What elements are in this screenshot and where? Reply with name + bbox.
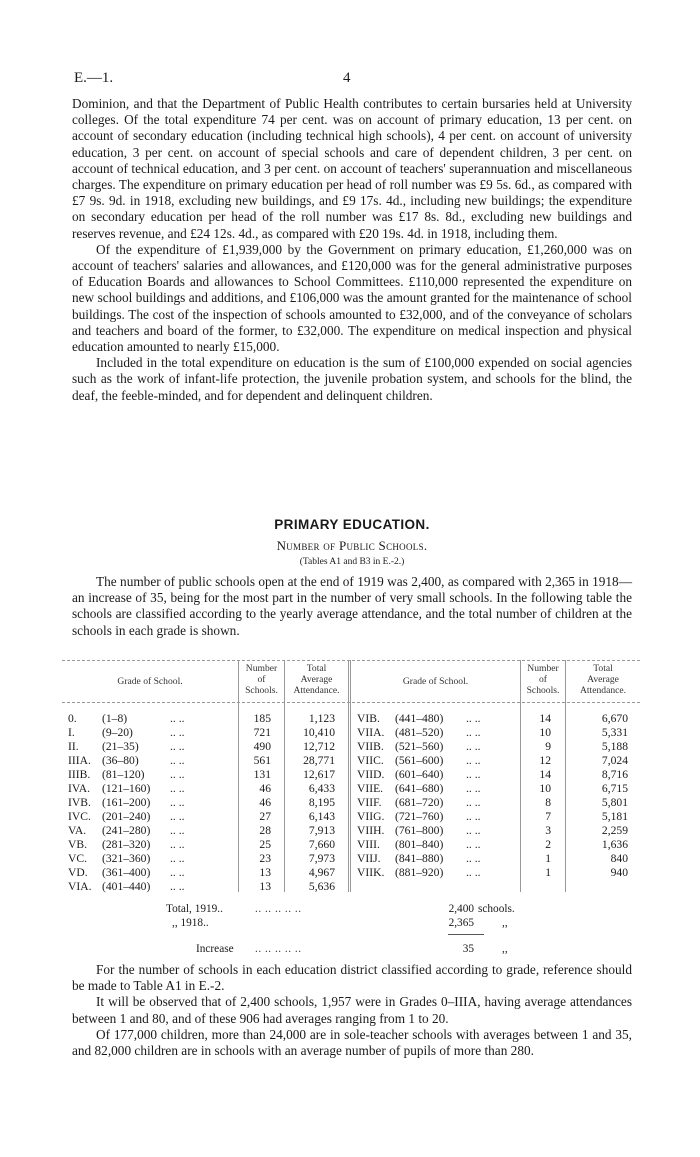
schools-cell: 1: [545, 852, 551, 865]
grade-cell: VIB.: [357, 712, 380, 725]
grade-cell: VIIC.: [357, 754, 384, 767]
page-number: 4: [343, 70, 351, 86]
table-row: [62, 754, 640, 768]
attendance-cell: 940: [610, 866, 628, 879]
schools-cell: 490: [253, 740, 271, 753]
grade-cell: VIIA.: [357, 726, 385, 739]
schools-cell: 9: [545, 740, 551, 753]
grade-cell: VIIF.: [357, 796, 382, 809]
table-top-rule: [62, 660, 640, 661]
grade-cell: VA.: [68, 824, 87, 837]
leader-dots: .. ..: [466, 754, 481, 767]
range-cell: (641–680): [395, 782, 444, 795]
schools-cell: 25: [259, 838, 271, 851]
schools-cell: 1: [545, 866, 551, 879]
attendance-cell: 5,636: [308, 880, 335, 893]
leader-dots: .. ..: [170, 852, 185, 865]
range-cell: (36–80): [102, 754, 139, 767]
table-row: [62, 810, 640, 824]
total-unit: ,,: [502, 917, 508, 929]
header-total-line: Average: [300, 674, 333, 685]
header-number-line: Number: [527, 663, 559, 674]
schools-cell: 28: [259, 824, 271, 837]
leader-dots: .. ..: [466, 768, 481, 781]
schools-cell: 7: [545, 810, 551, 823]
leader-dots: .. ..: [170, 866, 185, 879]
leader-dots: .. ..: [466, 838, 481, 851]
attendance-cell: 6,715: [601, 782, 628, 795]
schools-cell: 3: [545, 824, 551, 837]
header-number-line: Schools.: [526, 685, 560, 696]
leader-dots: .. ..: [466, 740, 481, 753]
grade-cell: VIIG.: [357, 810, 385, 823]
attendance-cell: 4,967: [308, 866, 335, 879]
schools-cell: 131: [253, 768, 271, 781]
leader-dots: .. ..: [466, 824, 481, 837]
table-row: [62, 782, 640, 796]
grade-cell: VD.: [68, 866, 88, 879]
range-cell: (441–480): [395, 712, 444, 725]
range-cell: (9–20): [102, 726, 133, 739]
paragraph-schools-count: [72, 574, 632, 639]
leader-dots: .. ..: [170, 712, 185, 725]
table-row: [62, 866, 640, 880]
grade-cell: VIIH.: [357, 824, 385, 837]
grade-cell: VIIE.: [357, 782, 384, 795]
total-value: 35: [462, 943, 474, 955]
paragraph-table-reference: For the number of schools in each education district classified according to grade, reference should be made to Table A1 in E.-2.: [72, 962, 632, 994]
leader-dots: .. ..: [466, 712, 481, 725]
schools-by-grade-table: [62, 660, 640, 892]
schools-cell: 721: [253, 726, 271, 739]
range-cell: (21–35): [102, 740, 139, 753]
paragraph-schools-count-text: The number of public schools open at the end of 1919 was 2,400, as compared with 2,365 in 1918—an increase of 35, being for the most part in the number of very small schools. In the following table the schools are classified according to the yearly average attendance, and the total number of children at the schools in each grade is shown.: [72, 574, 632, 638]
header-number-line: Schools.: [245, 685, 278, 696]
closing-section: [72, 962, 632, 1059]
section-subheading: Number of Public Schools.: [276, 538, 428, 553]
paragraph-social-agencies: Included in the total expenditure on education is the sum of £100,000 expended on social agencies such as the work of infant-life protection, the juvenile probation system, and schools for the blind, the deaf, the feeble-minded, and for dependent and delinquent children.: [72, 355, 632, 403]
schools-cell: 185: [253, 712, 271, 725]
attendance-cell: 5,181: [601, 810, 628, 823]
report-reference: E.—1.: [74, 70, 114, 86]
leader-dots: .. ..: [170, 740, 185, 753]
attendance-cell: 840: [610, 852, 628, 865]
leader-dots: .. ..: [170, 768, 185, 781]
range-cell: (521–560): [395, 740, 444, 753]
schools-cell: 14: [539, 712, 551, 725]
tables-note: (Tables A1 and B3 in E.-2.): [299, 557, 405, 567]
attendance-cell: 5,331: [601, 726, 628, 739]
grade-cell: VC.: [68, 852, 88, 865]
range-cell: (881–920): [395, 866, 444, 879]
leader-dots: .. ..: [170, 838, 185, 851]
schools-cell: 12: [539, 754, 551, 767]
leader-dots: .. ..: [466, 782, 481, 795]
header-number-line: of: [539, 674, 547, 685]
paragraph-expenditure-shares: Dominion, and that the Department of Public Health contributes to certain bursaries held at University colleges. Of the total expenditure 74 per cent. was on account of primary education, 13 per cent. on account of secondary education (including technical high schools), 4 per cent. on account of university education, 3 per cent. on account of special schools and care of dependent children, 3 per cent. on account of technical education, and 3 per cent. on account of teachers' superannuation and miscellaneous charges. The expenditure on primary education per head of roll number was £9 5s. 6d., as compared with £7 9s. 9d. in 1918, excluding new buildings, and £9 17s. 4d., including new buildings; the expenditure on secondary education per head of the roll number was £17 8s. 8d., excluding new buildings and reserves revenue, and £24 12s. 4d., as compared with £20 19s. 4d. in 1918, including them.: [72, 96, 632, 241]
leader-dots: .. ..: [170, 796, 185, 809]
total-label: Increase: [196, 943, 234, 955]
grade-cell: VIIB.: [357, 740, 384, 753]
attendance-cell: 7,913: [308, 824, 335, 837]
grade-cell: IVC.: [68, 810, 91, 823]
schools-cell: 2: [545, 838, 551, 851]
attendance-cell: 10,410: [303, 726, 335, 739]
table-header-rule: [62, 702, 640, 703]
grade-cell: VB.: [68, 838, 88, 851]
attendance-cell: 7,024: [601, 754, 628, 767]
table-row: [62, 824, 640, 838]
leader-dots: .. ..: [170, 754, 185, 767]
header-total-left: [285, 663, 348, 696]
range-cell: (761–800): [395, 824, 444, 837]
table-row: [62, 796, 640, 810]
table-row: [62, 712, 640, 726]
range-cell: (81–120): [102, 768, 145, 781]
total-unit: schools.: [478, 903, 515, 915]
schools-cell: 46: [259, 782, 271, 795]
attendance-cell: 12,712: [303, 740, 335, 753]
total-label: ,, 1918..: [172, 917, 209, 929]
schools-cell: 8: [545, 796, 551, 809]
attendance-cell: 12,617: [303, 768, 335, 781]
grade-cell: IIIA.: [68, 754, 91, 767]
attendance-cell: 7,660: [308, 838, 335, 851]
schools-cell: 27: [259, 810, 271, 823]
page-header: [74, 70, 634, 90]
range-cell: (321–360): [102, 852, 151, 865]
paragraph-grades-observation: It will be observed that of 2,400 schools, 1,957 were in Grades 0–IIIA, having average attendances between 1 and 80, and of these 906 had averages ranging from 1 to 20.: [72, 994, 632, 1026]
table-row: [62, 726, 640, 740]
schools-cell: 14: [539, 768, 551, 781]
leader-dots: .. ..: [170, 810, 185, 823]
header-grade-right: Grade of School.: [402, 676, 469, 687]
header-total-line: Average: [587, 674, 619, 685]
total-value: 2,400: [448, 903, 474, 915]
header-total-line: Total: [593, 663, 613, 674]
range-cell: (801–840): [395, 838, 444, 851]
attendance-cell: 6,670: [601, 712, 628, 725]
table-row: [62, 768, 640, 782]
grade-cell: VIIJ.: [357, 852, 381, 865]
header-grade-left: Grade of School.: [117, 676, 183, 687]
leader-dots: .. ..: [466, 866, 481, 879]
paragraph-government-expenditure: Of the expenditure of £1,939,000 by the Government on primary education, £1,260,000 was on account of teachers' salaries and allowances, and £120,000 was for the general administrative purposes of Education Boards and allowances to School Committees. £110,000 represented the expenditure on new school buildings and additions, and £106,000 was the amount granted for the maintenance of school buildings. The cost of the inspection of schools amounted to £32,000, and of the conveyance of scholars and teachers and board of the former, to £32,000. The expenditure on medical inspection and physical education amounted to nearly £15,000.: [72, 241, 632, 355]
total-label: Total, 1919..: [166, 903, 223, 915]
schools-cell: 23: [259, 852, 271, 865]
leader-dots: .. ..: [466, 810, 481, 823]
leader-dots: .. ..: [170, 824, 185, 837]
attendance-cell: 5,801: [601, 796, 628, 809]
sum-rule: [448, 934, 484, 935]
range-cell: (1–8): [102, 712, 128, 725]
grade-cell: IVA.: [68, 782, 91, 795]
section-heading: PRIMARY EDUCATION.: [274, 517, 430, 532]
total-unit: ,,: [502, 943, 508, 955]
leader-dots: .. .. .. .. ..: [255, 943, 302, 955]
total-value: 2,365: [448, 917, 474, 929]
schools-cell: 46: [259, 796, 271, 809]
leader-dots: .. ..: [466, 726, 481, 739]
grade-cell: II.: [68, 740, 79, 753]
range-cell: (481–520): [395, 726, 444, 739]
grade-cell: VIIK.: [357, 866, 385, 879]
header-number-line: of: [257, 674, 266, 685]
grade-cell: VIII.: [357, 838, 380, 851]
attendance-cell: 7,973: [308, 852, 335, 865]
attendance-cell: 6,143: [308, 810, 335, 823]
range-cell: (121–160): [102, 782, 151, 795]
leader-dots: .. ..: [466, 852, 481, 865]
table-row: [62, 740, 640, 754]
grade-cell: 0.: [68, 712, 77, 725]
range-cell: (161–200): [102, 796, 151, 809]
intro-section: [72, 96, 632, 404]
schools-cell: 10: [539, 726, 551, 739]
header-number-line: Number: [245, 663, 278, 674]
header-total-line: Attendance.: [293, 685, 340, 696]
paragraph-children-distribution: Of 177,000 children, more than 24,000 are in sole-teacher schools with averages between 1 and 35, and 82,000 children are in schools with an average number of pupils of more than 280.: [72, 1026, 632, 1059]
schools-cell: 13: [259, 866, 271, 879]
attendance-cell: 8,716: [601, 768, 628, 781]
table-row: [62, 838, 640, 852]
attendance-cell: 5,188: [601, 740, 628, 753]
leader-dots: .. ..: [466, 796, 481, 809]
grade-cell: I.: [68, 726, 75, 739]
schools-cell: 561: [253, 754, 271, 767]
attendance-cell: 8,195: [308, 796, 335, 809]
header-number-right: [521, 663, 565, 696]
attendance-cell: 1,123: [308, 712, 335, 725]
range-cell: (361–400): [102, 866, 151, 879]
table-row: [62, 852, 640, 866]
attendance-cell: 1,636: [601, 838, 628, 851]
range-cell: (601–640): [395, 768, 444, 781]
grade-cell: VIID.: [357, 768, 385, 781]
leader-dots: .. ..: [170, 782, 185, 795]
range-cell: (281–320): [102, 838, 151, 851]
attendance-cell: 2,259: [601, 824, 628, 837]
range-cell: (841–880): [395, 852, 444, 865]
grade-cell: VIA.: [68, 880, 92, 893]
attendance-cell: 28,771: [303, 754, 335, 767]
range-cell: (681–720): [395, 796, 444, 809]
leader-dots: .. .. .. .. ..: [255, 903, 302, 915]
header-number-left: [239, 663, 284, 696]
range-cell: (721–760): [395, 810, 444, 823]
range-cell: (241–280): [102, 824, 151, 837]
table-row: [62, 880, 640, 894]
header-total-right: [566, 663, 640, 696]
leader-dots: .. ..: [170, 880, 185, 893]
header-total-line: Total: [306, 663, 327, 674]
schools-cell: 13: [259, 880, 271, 893]
grade-cell: IIIB.: [68, 768, 91, 781]
leader-dots: .. ..: [170, 726, 185, 739]
schools-cell: 10: [539, 782, 551, 795]
range-cell: (201–240): [102, 810, 151, 823]
header-total-line: Attendance.: [579, 685, 627, 696]
attendance-cell: 6,433: [308, 782, 335, 795]
range-cell: (401–440): [102, 880, 151, 893]
range-cell: (561–600): [395, 754, 444, 767]
grade-cell: IVB.: [68, 796, 91, 809]
